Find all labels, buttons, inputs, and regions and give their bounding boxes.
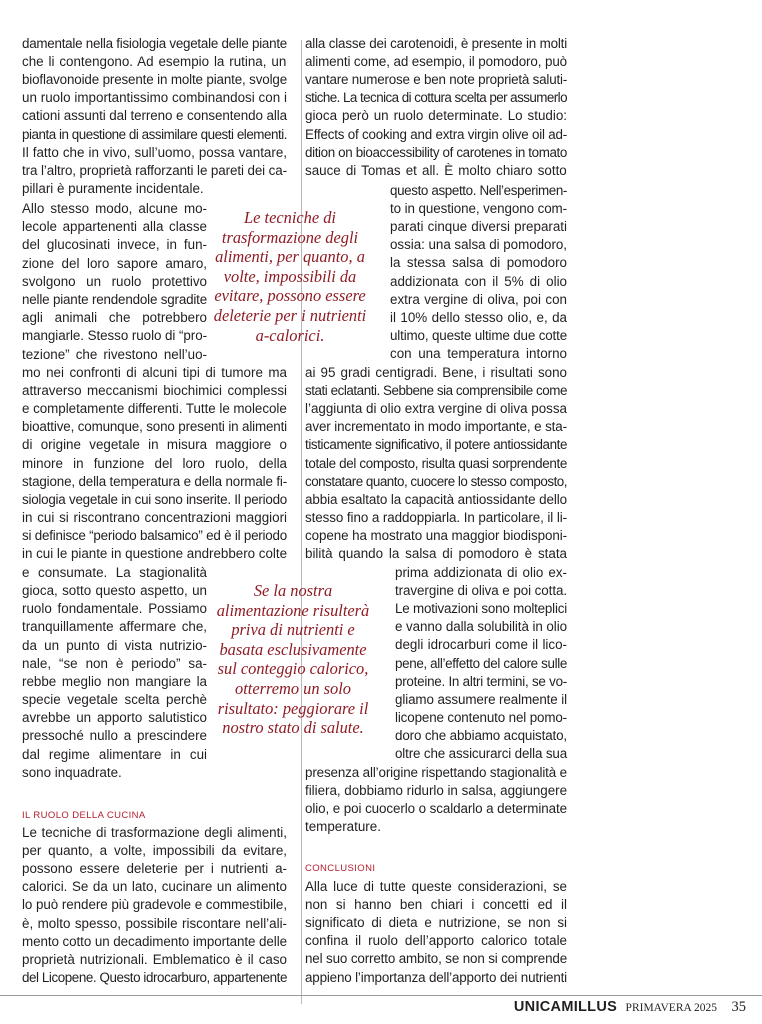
text-line: filiera, dobbiamo ridurlo in salsa, aggiungere: [305, 783, 568, 799]
text-line: Allo stesso modo, alcune mo-: [22, 201, 207, 216]
text-line: possono essere deleterie per i nutrienti a-: [22, 861, 287, 877]
text-line: parati cinque diversi preparati: [390, 219, 567, 235]
text-line: un ruolo importantissimo combinandosi con i: [22, 90, 287, 106]
text-line: tra l’altro, proprietà rafforzanti le pareti dei ca-: [22, 162, 288, 178]
text-line: bioflavonoide presente in molte piante, svolge: [22, 72, 288, 88]
text-line: Effects of cooking and extra virgin olive oil ad-: [305, 126, 568, 142]
page-footer: [514, 998, 746, 1016]
pull-quote-line: risultato: peggiorare il: [217, 698, 369, 718]
text-line: tisticamente significativo, il potere antiossidante: [305, 437, 568, 453]
text-line: presenza all’origine rispettando stagionalità e: [305, 765, 568, 780]
pull-quote-line: Le tecniche di: [244, 208, 336, 227]
text-line: prima addizionata di olio ex-: [395, 565, 567, 580]
page-number: 35: [731, 999, 746, 1015]
text-line: constatare quanto, cuocere lo stesso composto,: [305, 473, 568, 489]
pull-quote-2: [203, 581, 383, 738]
text-line: non si hanno ben chiari i concetti ed il: [305, 897, 567, 913]
text-line: gliamo assumere realmente il: [395, 691, 568, 707]
text-line: agli animali che potrebbero: [22, 310, 207, 326]
pull-quote-line: evitare, possono essere: [214, 286, 366, 306]
text-line: mento cotto un decadimento importante delle: [22, 933, 288, 949]
text-line: avrebbe un apporto salutistico: [22, 710, 207, 726]
text-line: e completamente differenti. Tutte le molecole: [22, 401, 287, 417]
text-line: ai 95 gradi centigradi. Bene, i risultati sono: [305, 365, 567, 380]
pull-quote-line: alimentazione risulterà: [216, 600, 370, 620]
issue-season: PRIMAVERA 2025: [625, 1002, 718, 1014]
pull-quote-line: a-calorici.: [255, 325, 325, 345]
pull-quote-line: otterremo un solo: [235, 678, 351, 698]
pull-quote-line: alimenti, per quanto, a: [215, 247, 365, 267]
text-line: rebbe meglio non mangiare la: [22, 673, 207, 689]
text-line: nel suo corretto ambito, se non si comprende: [305, 951, 568, 967]
pull-quote-line: sul conteggio calorico,: [217, 659, 369, 679]
text-line: significato di dieta e nutrizione, se non si: [305, 915, 567, 931]
text-line: doro che abbiamo acquistato,: [395, 727, 568, 743]
pull-quote-line: volte, impossibili da: [223, 266, 357, 286]
text-line: l’aggiunta di olio extra vergine di oliva possa: [305, 401, 568, 417]
text-line: da un punto di vista nutrizio-: [22, 637, 207, 653]
pull-quote-line: nostro stato di salute.: [222, 718, 364, 738]
text-line: ruolo fondamentale. Possiamo: [22, 601, 207, 617]
text-line: pillari è puramente incidentale.: [22, 180, 204, 196]
text-line: dition on bioaccessibility of carotenes in tomato: [305, 144, 568, 160]
text-line: to in questione, vengono com-: [390, 201, 568, 217]
column-divider: [301, 40, 302, 1004]
text-line: dal regime alimentare in cui: [22, 746, 207, 762]
pull-quote-1: [205, 208, 375, 345]
text-line: extra vergine di oliva, poi con: [390, 291, 567, 307]
text-line: gioca, sotto questo aspetto, un: [22, 583, 207, 599]
text-line: bilità quando la salsa di pomodoro è stata: [305, 546, 567, 561]
text-line: olio, e poi cuocerlo o scaldarlo a determinate: [305, 801, 568, 817]
text-line: zione del loro sapore amaro,: [22, 255, 207, 271]
text-line: sono inquadrate.: [22, 764, 122, 780]
text-line: abbia esaltato la capacità antiossidante dello: [305, 491, 568, 507]
text-line: oltre che assicurarci della sua: [395, 746, 568, 761]
text-line: damentale nella fisiologia vegetale delle piante: [22, 36, 288, 51]
text-line: siologia vegetale in cui sono inserite. Il periodo: [22, 491, 288, 507]
text-line: la stessa salsa di pomodoro: [390, 255, 567, 271]
text-line: travergine di oliva e poi cotta.: [395, 583, 568, 599]
text-line: temperature.: [305, 819, 381, 835]
text-line: pene, all’effetto del calore sulle: [395, 655, 568, 671]
text-line: nale, “se non è periodo” sa-: [22, 655, 207, 671]
text-line: minore in funzione del loro ruolo, della: [22, 455, 287, 471]
text-line: di origine vegetale in misura maggiore o: [22, 437, 287, 453]
text-line: confina il ruolo dell’apporto calorico totale: [305, 933, 567, 949]
footer-rule: [0, 995, 762, 996]
text-line: tranquillamente affermare che,: [22, 619, 207, 635]
text-line: vantare numerose e ben note proprietà saluti-: [305, 72, 568, 88]
text-line: ultimo, queste ultime due cotte: [390, 327, 568, 343]
text-line: del Licopene. Questo idrocarburo, appartenente: [22, 969, 288, 985]
text-line: licopene contenuto nel pomo-: [395, 709, 568, 725]
text-line: il 10% dello stesso olio, e, da: [390, 309, 567, 325]
pull-quote-line: trasformazione degli: [221, 227, 359, 247]
text-line: appieno l’importanza dell’apporto dei nutrienti: [305, 969, 567, 985]
text-line: bioattive, comunque, sono presenti in alimenti: [22, 419, 288, 435]
text-line: specie vegetale scelta perchè: [22, 692, 207, 708]
text-line: stagione, della temperatura e della normale fi-: [22, 473, 288, 489]
text-line: degli idrocarburi come il lico-: [395, 637, 567, 653]
text-line: proprietà nutrizionali. Emblematico è il caso: [22, 951, 287, 967]
text-line: in cui si riscontrano concentrazioni maggiori: [22, 509, 287, 525]
text-line: e consumate. La stagionalità: [22, 565, 207, 580]
text-line: stati eclatanti. Sebbene sia comprensibile come: [305, 383, 568, 399]
text-line: stesso fino a raddoppiarla. In particolare, il li-: [305, 509, 567, 525]
text-line: stiche. La tecnica di cottura scelta per assumerlo: [305, 90, 568, 106]
text-line: Le tecniche di trasformazione degli alimenti,: [22, 825, 287, 840]
text-line: con una temperatura intorno: [390, 345, 567, 361]
text-line: Alla luce di tutte queste considerazioni, se: [305, 879, 567, 894]
text-line: pressoché nullo a prescindere: [22, 728, 207, 744]
text-line: lo può rendere più gradevole e commestibile,: [22, 897, 287, 913]
text-line: totale del composto, risulta quasi sorprendente: [305, 455, 568, 471]
text-line: aver incrementato in modo importante, e sta-: [305, 419, 568, 435]
text-line: lecole appartenenti alla classe: [22, 219, 207, 235]
text-line: Il fatto che in vivo, sull’uomo, possa vantare,: [22, 144, 287, 160]
text-line: mo nei confronti di alcuni tipi di tumore ma: [22, 365, 287, 380]
text-line: del glucosinati invece, in fun-: [22, 237, 207, 253]
text-line: alla classe dei carotenoidi, è presente in molti: [305, 36, 568, 51]
text-line: addizionata con il 5% di olio: [390, 273, 567, 289]
pull-quote-line: Se la nostra: [253, 581, 333, 600]
text-line: nelle piante rendendole sgradite: [22, 292, 208, 307]
text-line: copene ha mostrato una maggior biodisponi-: [305, 527, 568, 543]
text-line: in cui le piante in questione andrebbero colte: [22, 546, 288, 561]
pull-quote-line: priva di nutrienti e: [231, 620, 355, 640]
text-line: cationi assunti dal terreno e consentendo alla: [22, 108, 288, 124]
text-line: svolgono un ruolo protettivo: [22, 273, 207, 289]
text-line: ossia: una salsa di pomodoro,: [390, 237, 568, 253]
text-line: Le motivazioni sono molteplici: [395, 601, 568, 617]
magazine-brand: UNICAMILLUS: [513, 999, 618, 1015]
text-line: sauce di Tomas et all. È molto chiaro sotto: [305, 162, 567, 178]
text-line: per quanto, a volte, impossibili da evitare,: [22, 843, 287, 859]
text-line: questo aspetto. Nell’esperimen-: [390, 183, 568, 198]
text-line: mangiarle. Stesso ruolo di “pro-: [22, 328, 208, 344]
section-heading-conclusioni: CONCLUSIONI: [305, 863, 376, 874]
text-line: proteine. In altri termini, se vo-: [395, 673, 568, 689]
text-line: alimenti come, ad esempio, il pomodoro, può: [305, 54, 568, 70]
section-heading-cucina: IL RUOLO DELLA CUCINA: [22, 810, 146, 821]
text-line: attraverso meccanismi biochimici complessi: [22, 383, 287, 399]
text-line: tezione” che rivestono nell’uo-: [22, 346, 207, 362]
text-line: calorici. Se da un lato, cucinare un alimento: [22, 879, 287, 895]
pull-quote-line: deleterie per i nutrienti: [213, 305, 367, 325]
text-line: e vanno dalla solubilità in olio: [395, 619, 568, 635]
text-line: è, molto spesso, possibile riscontare nell’ali-: [22, 915, 287, 931]
text-line: pianta in questione di assimilare questi elementi.: [22, 126, 288, 142]
text-line: che li contengono. Ad esempio la rutina, un: [22, 54, 287, 70]
text-line: si definisce “periodo balsamico” ed è il periodo: [22, 527, 288, 543]
pull-quote-line: basata esclusivamente: [219, 639, 367, 659]
text-line: gioca però un ruolo determinate. Lo studio:: [305, 108, 567, 124]
